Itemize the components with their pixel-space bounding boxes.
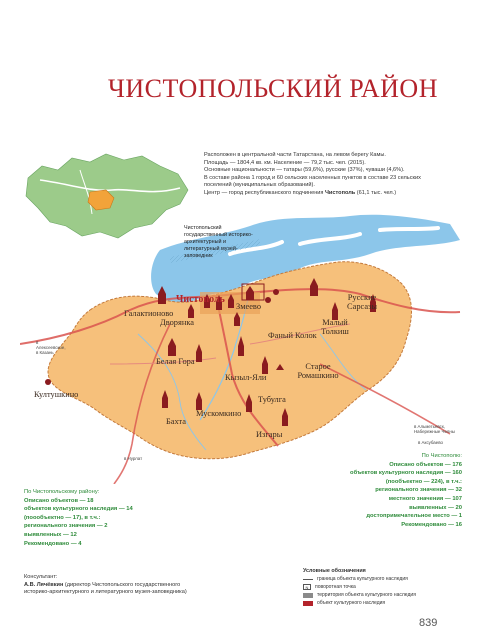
consultant-block <box>24 574 284 597</box>
map-label-izgary: Изгары <box>256 430 283 439</box>
site-marker <box>45 379 51 385</box>
road-label-aksubaevo: в Аксубаево <box>418 440 443 445</box>
consultant-line <box>24 582 284 590</box>
map-label-staroe-romashkino: Старое Ромашкино <box>297 362 339 380</box>
map-label-galaktionovo: Галактионово <box>124 309 174 318</box>
stats-row: выявленных — 12 <box>24 531 77 538</box>
legend-item-label: объект культурного наследия <box>317 600 386 606</box>
city-stats-header: По Чистополю: <box>421 453 462 459</box>
stats-row: (пообъектно — 224), в т.ч.: <box>385 478 462 485</box>
page-title: ЧИСТОПОЛЬСКИЙ РАЙОН <box>108 74 438 103</box>
stats-row: Описано объектов — 18 <box>24 497 94 504</box>
turning-point-icon: N <box>303 584 311 590</box>
district-stats-header: По Чистопольскому району: <box>24 489 100 495</box>
stats-row: достопримечательное место — 1 <box>366 513 462 520</box>
info-line: В составе района 1 город и 60 сельских населенных пунктов в составе 23 сельских <box>204 174 421 181</box>
city-stats <box>292 452 462 529</box>
consultant-role: (директор Чистопольского государственного <box>63 581 181 588</box>
legend-title: Условные обозначения <box>303 568 366 574</box>
map-label-chistopol: Чистополь <box>176 294 225 305</box>
legend-item <box>303 583 473 591</box>
site-marker <box>265 297 271 303</box>
legend-item-label: территория объекта культурного наследия <box>317 592 416 598</box>
stats-row: Рекомендовано — 16 <box>401 521 462 528</box>
territory-swatch <box>303 593 313 598</box>
map-label-musakomkino: Мускомкино <box>196 409 242 418</box>
map-label-belaya-gora: Белая Гора <box>156 357 195 366</box>
info-center-suffix: (61,1 тыс. чел.) <box>355 189 397 196</box>
consultant-role-2: историко-архитектурного и литературного музея-заповедника) <box>24 589 187 596</box>
map-label-bakhta: Бахта <box>166 417 186 426</box>
map-label-dvoryanka: Дворянка <box>160 318 194 327</box>
map-label-ekspress: Змеево <box>236 302 262 311</box>
road-label-kazan: в Алексеевское, в Казань <box>36 340 66 355</box>
stats-row: выявленных — 20 <box>409 504 462 511</box>
info-line: Расположен в центральной части Татарстана, на левом берегу Камы. <box>204 152 386 158</box>
boundary-line-swatch <box>303 579 313 580</box>
legend-item <box>303 575 473 583</box>
stats-row: Рекомендовано — 4 <box>24 540 82 547</box>
map-label-russkie-sarsazy: Русские Сарсазы <box>347 293 377 311</box>
info-line <box>204 190 474 198</box>
museum-label: Чистопольский государственный историко-архитектурный и литературный музей-заповедник <box>184 225 253 259</box>
stats-row: регионального значения — 2 <box>24 523 108 530</box>
info-line: поселений (муниципальных образований). <box>204 182 315 188</box>
district-info <box>204 152 474 197</box>
stats-row: объектов культурного наследия — 160 <box>350 470 462 477</box>
map-label-kyzyl-yar: Кызыл-Яли <box>225 373 267 382</box>
map-legend <box>303 567 473 607</box>
road-label-almetyevsk: в Альметьевск, Набережные Челны <box>414 424 455 434</box>
legend-item-label: поворотная точка <box>315 584 356 590</box>
info-line: Площадь — 1804,4 кв. км. Население — 79,2 тыс. чел. (2015). <box>204 159 366 166</box>
district-stats <box>24 488 174 548</box>
map-label-kutlushkino: Култушкино <box>34 390 79 399</box>
site-marker <box>273 289 279 295</box>
legend-item-label: граница объекта культурного наследия <box>317 576 408 582</box>
map-label-tubulga: Тубулга <box>258 395 286 404</box>
road-label-nurlat: в Нурлат <box>124 456 143 461</box>
object-swatch <box>303 601 313 606</box>
stats-row: объектов культурного наследия — 14 <box>24 506 133 513</box>
stats-row: регионального значения — 32 <box>375 487 462 494</box>
stats-row: Описано объектов — 176 <box>389 461 462 468</box>
page-number: 839 <box>419 617 438 629</box>
info-line: Основные национальности — татары (59,6%), русские (37%), чуваши (4,6%). <box>204 167 405 173</box>
legend-item <box>303 591 473 599</box>
consultant-name: А.В. Лячёвкин <box>24 581 64 588</box>
info-center-city: Чистополь <box>325 189 356 196</box>
consultant-label: Консультант: <box>24 574 58 580</box>
info-center-prefix: Центр — город республиканского подчинения <box>204 189 325 196</box>
legend-item <box>303 599 473 607</box>
map-label-fany-kolok: Фаный Колок <box>268 331 317 340</box>
stats-row: местного значения — 107 <box>388 495 462 502</box>
map-label-maly-tolkish: Малый Толкиш <box>321 318 349 336</box>
stats-row: (поообъектно — 17), в т.ч.: <box>24 514 101 521</box>
